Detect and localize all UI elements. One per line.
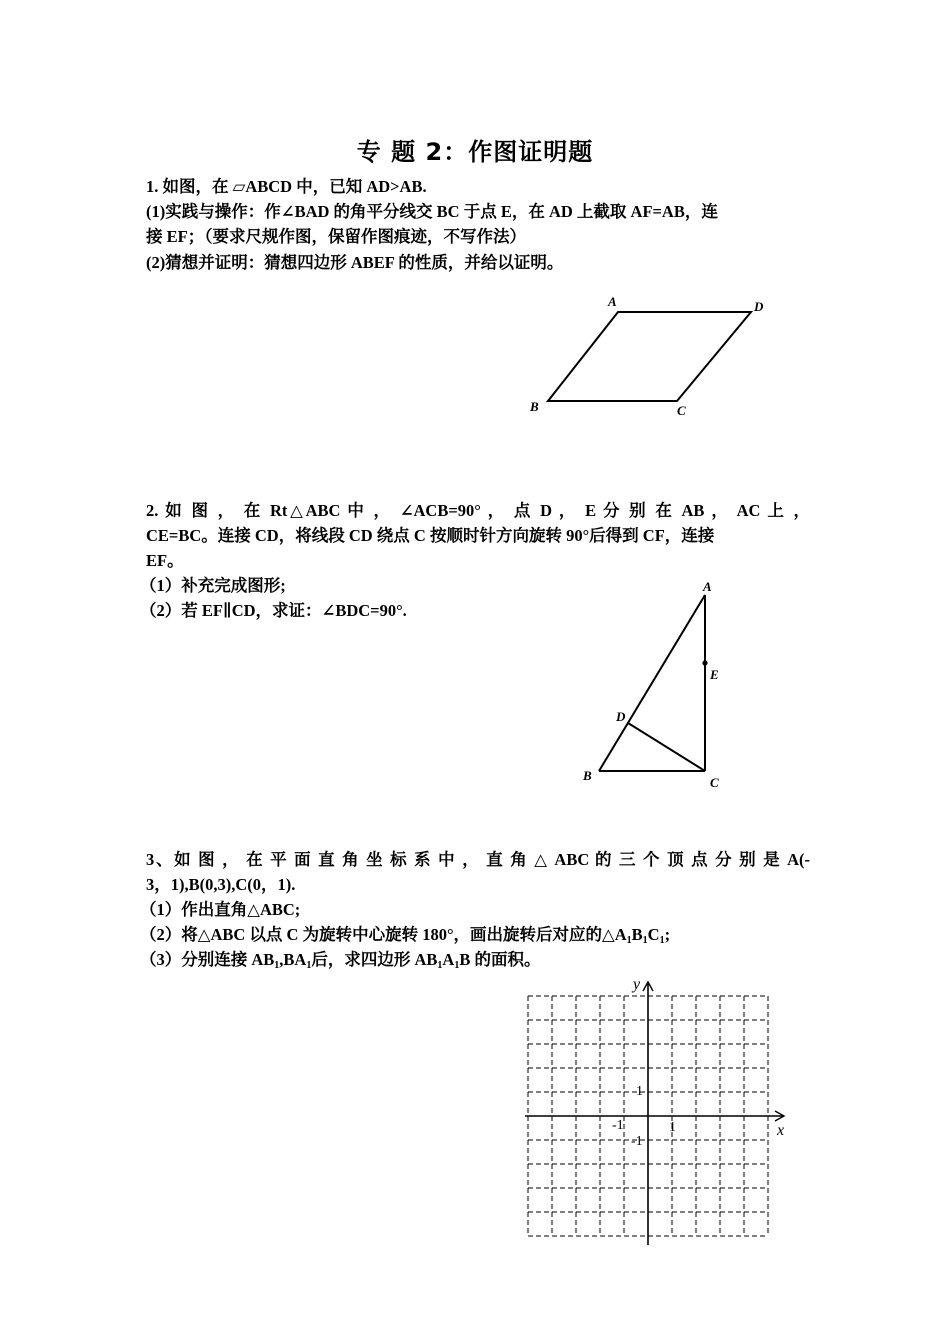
q2-line-4: （1）补充完成图形; [140, 576, 286, 595]
q1-line-2: (1)实践与操作：作∠BAD 的角平分线交 BC 于点 E，在 AD 上截取 AF=AB，连 [146, 202, 718, 221]
q1-line-1: 1. 如图，在 ▱ABCD 中，已知 AD>AB. [146, 177, 427, 196]
vertex-label-c: C [677, 403, 686, 418]
segment-cd [628, 723, 705, 771]
coordinate-grid [515, 975, 795, 1250]
vertex-label-a: A [703, 579, 712, 594]
q2-line-3: EF。 [146, 551, 184, 570]
parallelogram-abcd [548, 312, 751, 401]
parallelogram-figure [520, 290, 780, 425]
vertex-label-b: B [530, 399, 539, 414]
q3-line-5: （3）分别连接 $AB_1,BA_1$后，求四边形 $AB_1A_1B$ 的面积。 [140, 950, 541, 971]
x-tick-neg-1: -1 [612, 1118, 624, 1133]
q3-line-4: （2）将△ABC 以点 C 为旋转中心旋转 180°，画出旋转后对应的$\triangle A_1B_1C_1$; [140, 925, 671, 946]
vertex-label-e: E [710, 667, 719, 682]
side-ab [599, 595, 705, 771]
q2-line-1: 2. 如 图 ， 在 Rt△ABC 中 ， ∠ACB=90° ， 点 D ， E 分 别 在 AB ， AC 上 ， [146, 501, 810, 520]
x-tick-1: 1 [669, 1120, 676, 1135]
q1-line-3: 接 EF；（要求尺规作图，保留作图痕迹，不写作法） [146, 227, 526, 246]
page-title: 专 题 2：作图证明题 [356, 138, 594, 166]
vertex-label-b: B [583, 768, 592, 783]
x-axis-label: x [777, 1122, 785, 1139]
right-triangle-figure [575, 575, 735, 795]
q2-line-2: CE=BC。连接 CD，将线段 CD 绕点 C 按顺时针方向旋转 90°后得到 CF，连接 [146, 526, 715, 545]
q3-line-2: 3，1),B(0,3),C(0，1). [146, 875, 296, 894]
vertex-label-c: C [710, 775, 719, 790]
y-tick-neg-1: -1 [631, 1134, 643, 1149]
y-tick-1: 1 [636, 1084, 643, 1099]
vertex-label-d: D [754, 299, 764, 314]
vertex-label-d: D [616, 709, 626, 724]
q3-line-1: 3、如 图 ， 在 平 面 直 角 坐 标 系 中 ， 直 角 △ ABC 的 三 个 顶 点 分 别 是 A(- [146, 850, 810, 869]
q2-line-5: （2）若 EF∥CD，求证：∠BDC=90°. [140, 601, 407, 620]
vertex-label-a: A [608, 294, 617, 309]
q1-line-4: (2)猜想并证明：猜想四边形 ABEF 的性质，并给以证明。 [146, 253, 564, 272]
point-e [702, 660, 707, 665]
q3-line-3: （1）作出直角△ABC; [140, 900, 301, 919]
y-axis-label: y [633, 976, 641, 993]
